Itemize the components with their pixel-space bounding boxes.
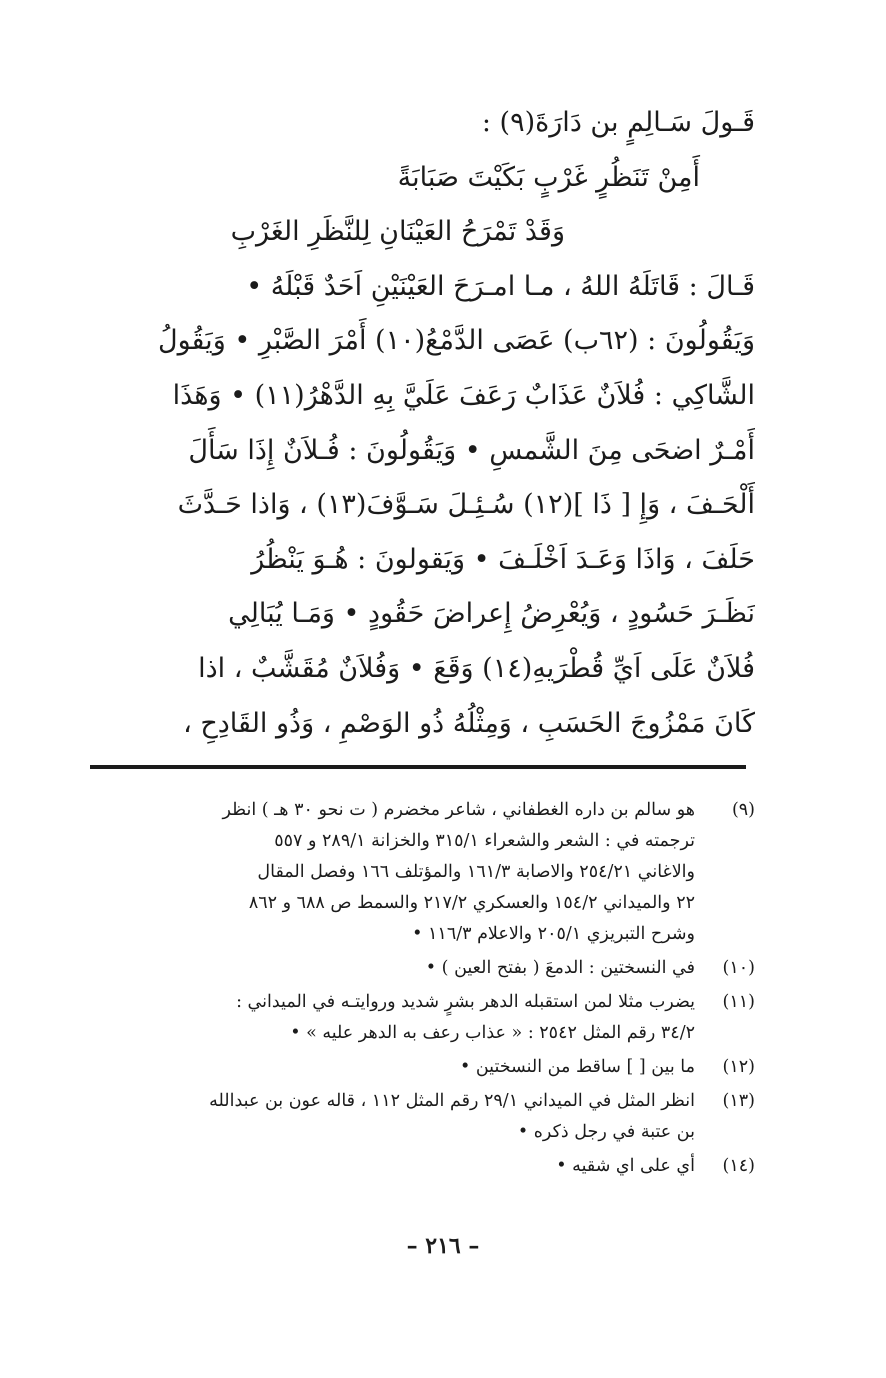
footnote-line: ترجمته في : الشعر والشعراء ٣١٥/١ والخزانة ٢٨٩/١ و ٥٥٧ <box>274 831 695 851</box>
footnote-line: ٣٤/٢ رقم المثل ٢٥٤٢ : « عذاب رعف به الدهر عليه » • <box>290 1023 695 1043</box>
footnote-9 <box>95 795 755 950</box>
text-line: فُلاَنٌ عَلَى اَيِّ قُطْرَيهِ(١٤) وَقَعَ • وَفُلاَنٌ مُقَشَّبٌ ، اذا <box>198 652 755 684</box>
verse-second-hemistich: وَقَدْ تَمْرَحُ العَيْنَانِ لِلنَّظَرِ الغَرْبِ <box>230 216 565 248</box>
footnote-line: بن عتبة في رجل ذكره • <box>517 1122 695 1142</box>
text-line: حَلَفَ ، وَاذَا وَعَـدَ اَخْلَـفَ • وَيَقولونَ : هُـوَ يَنْظُرُ <box>251 543 755 575</box>
footnote-12 <box>95 1052 755 1083</box>
footnote-line: أي على اي شقيه • <box>556 1156 695 1176</box>
footnote-line: يضرب مثلا لمن استقبله الدهر بشرٍ شديد وروايتـه في الميداني : <box>236 992 695 1012</box>
footnote-line: في النسختين : الدمعَ ( بفتح العين ) • <box>425 958 695 978</box>
footnote-13 <box>95 1086 755 1148</box>
main-text <box>95 96 755 751</box>
text-line: كَانَ مَمْزُوجَ الحَسَبِ ، وَمِثْلُهُ ذُو الوَصْمِ ، وَذُو القَادِحِ ، <box>183 707 755 739</box>
footnote-number: (١٢) <box>722 1057 755 1077</box>
footnote-number: (١٤) <box>722 1156 755 1176</box>
footnote-body <box>95 1052 695 1083</box>
footnote-number: (٩) <box>731 800 755 820</box>
text-line: أَلْحَـفَ ، وَإِ [ ذَا ](١٢) سُـئِـلَ سَـوَّفَ(١٣) ، وَاذا حَـدَّثَ <box>177 489 755 521</box>
intro-line: قَـولَ سَـالِمٍ بن دَارَةَ(٩) : <box>481 107 755 138</box>
footnote-line: وشرح التبريزي ٢٠٥/١ والاعلام ١١٦/٣ • <box>412 924 695 944</box>
footnote-body <box>95 1151 695 1182</box>
footnote-body <box>95 795 695 950</box>
footnote-number: (١٠) <box>722 958 755 978</box>
footnote-divider <box>90 765 746 769</box>
text-line: قَـالَ : قَاتَلَهُ اللهُ ، مـا امـرَحَ العَيْنَيْنِ اَحَدٌ قَبْلَهُ • <box>246 270 755 302</box>
footnote-line: ٢٢ والميداني ١٥٤/٢ والعسكري ٢١٧/٢ والسمط ص ٦٨٨ و ٨٦٢ <box>248 893 695 913</box>
verse-first-hemistich: أَمِنْ تَنَظُرٍ غَرْبٍ بَكَيْتَ صَبَابَةً <box>397 161 700 193</box>
footnote-10 <box>95 953 755 984</box>
footnote-14 <box>95 1151 755 1182</box>
footnote-line: ما بين [ ] ساقط من النسختين • <box>459 1057 695 1077</box>
footnotes <box>95 795 755 1185</box>
footnote-line: انظر المثل في الميداني ٢٩/١ رقم المثل ١١٢ ، قاله عون بن عبدالله <box>209 1091 695 1111</box>
text-line: الشَّاكِي : فُلاَنٌ عَذَابٌ رَعَفَ عَلَيَّ بِهِ الدَّهْرُ(١١) • وَهَذَا <box>172 379 755 411</box>
page-number: – ٢١٦ – <box>406 1233 480 1259</box>
footnote-body <box>95 1086 695 1148</box>
footnote-line: والاغاني ٢٥٤/٢١ والاصابة ١٦١/٣ والمؤتلف ١٦٦ وفصل المقال <box>257 862 695 882</box>
text-line: نَظَـرَ حَسُودٍ ، وَيُعْرِضُ إِعراضَ حَقُودٍ • وَمَـا يُبَالِي <box>228 598 755 630</box>
text-line: وَيَقُولُونَ : (٦٢ب) عَصَى الدَّمْعُ(١٠) أَمْرَ الصَّبْرِ • وَيَقُولُ <box>157 325 755 357</box>
footnote-line: هو سالم بن داره الغطفاني ، شاعر مخضرم ( ت نحو ٣٠ هـ ) انظر <box>222 800 695 820</box>
footnote-11 <box>95 987 755 1049</box>
text-line: أَمْـرٌ اضحَى مِنَ الشَّمسِ • وَيَقُولُونَ : فُـلاَنٌ إِذَا سَأَلَ <box>188 434 755 466</box>
footnote-body <box>95 953 695 984</box>
footnote-number: (١٣) <box>722 1091 755 1111</box>
footnote-number: (١١) <box>722 992 755 1012</box>
footnote-body <box>95 987 695 1049</box>
